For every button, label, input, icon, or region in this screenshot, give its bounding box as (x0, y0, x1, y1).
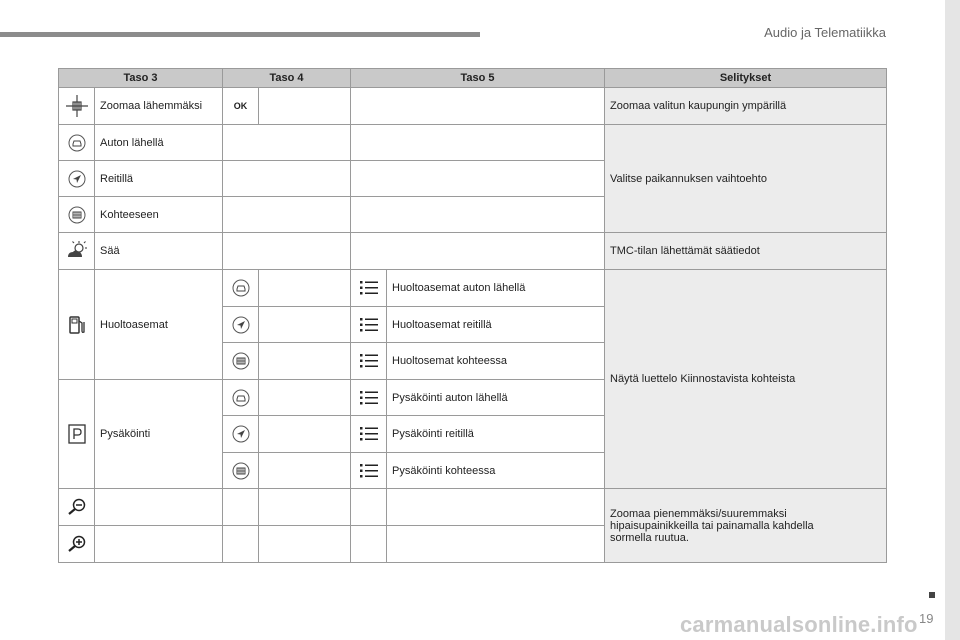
description: Valitse paikannuksen vaihtoehto (605, 125, 887, 233)
row-label: Pysäköinti (95, 380, 223, 489)
page-number: 19 (919, 611, 934, 626)
table-row (59, 125, 887, 161)
table-row (59, 489, 887, 526)
weather-icon[interactable] (59, 233, 95, 270)
row-label: Auton lähellä (95, 125, 223, 161)
table-row (59, 270, 887, 307)
column-header: Taso 3 (59, 69, 223, 88)
sub-option-label: Huoltoasemat auton lähellä (387, 270, 605, 307)
destination-flag-icon[interactable] (223, 343, 259, 380)
column-header: Taso 4 (223, 69, 351, 88)
parking-icon[interactable] (59, 380, 95, 489)
description: Näytä luettelo Kiinnostavista kohteista (605, 270, 887, 489)
ok-button[interactable] (223, 88, 259, 125)
row-label: Zoomaa lähemmäksi (95, 88, 223, 125)
column-header: Taso 5 (351, 69, 605, 88)
row-label: Huoltoasemat (95, 270, 223, 380)
zoom-out-icon[interactable] (59, 489, 95, 526)
table-row (59, 88, 887, 125)
header-bar (0, 32, 480, 37)
car-icon[interactable] (223, 380, 259, 416)
car-icon[interactable] (59, 125, 95, 161)
sub-option-label: Huoltoasemat reitillä (387, 307, 605, 343)
description-line: sormella ruutua. (610, 531, 689, 544)
row-label: Sää (95, 233, 223, 270)
description (605, 489, 887, 563)
sub-option-label: Pysäköinti reitillä (387, 416, 605, 453)
page-edge-strip (945, 0, 960, 640)
destination-flag-icon[interactable] (59, 197, 95, 233)
route-arrow-icon[interactable] (223, 307, 259, 343)
route-arrow-icon[interactable] (59, 161, 95, 197)
list-icon[interactable] (351, 270, 387, 307)
list-icon[interactable] (351, 307, 387, 343)
list-icon[interactable] (351, 343, 387, 380)
table-row (59, 233, 887, 270)
table-header-row (59, 69, 887, 88)
zoom-in-icon[interactable] (59, 526, 95, 563)
description: TMC-tilan lähettämät säätiedot (605, 233, 887, 270)
page-marker (929, 592, 935, 598)
section-title: Audio ja Telematiikka (764, 25, 886, 40)
list-icon[interactable] (351, 453, 387, 489)
row-label: Kohteeseen (95, 197, 223, 233)
column-header: Selitykset (605, 69, 887, 88)
description: Zoomaa valitun kaupungin ympärillä (605, 88, 887, 125)
ok-label: OK (233, 101, 248, 111)
row-label: Reitillä (95, 161, 223, 197)
car-icon[interactable] (223, 270, 259, 307)
sub-option-label: Pysäköinti kohteessa (387, 453, 605, 489)
list-icon[interactable] (351, 380, 387, 416)
destination-flag-icon[interactable] (223, 453, 259, 489)
watermark: carmanualsonline.info (680, 612, 918, 637)
fuel-pump-icon[interactable] (59, 270, 95, 380)
route-arrow-icon[interactable] (223, 416, 259, 453)
list-icon[interactable] (351, 416, 387, 453)
description-line: hipaisupainikkeilla tai painamalla kahdella (610, 519, 814, 532)
zoom-crosshair-icon[interactable] (59, 88, 95, 125)
sub-option-label: Huoltosemat kohteessa (387, 343, 605, 380)
sub-option-label: Pysäköinti auton lähellä (387, 380, 605, 416)
options-table (58, 68, 887, 563)
description-line: Zoomaa pienemmäksi/suuremmaksi (610, 507, 787, 520)
